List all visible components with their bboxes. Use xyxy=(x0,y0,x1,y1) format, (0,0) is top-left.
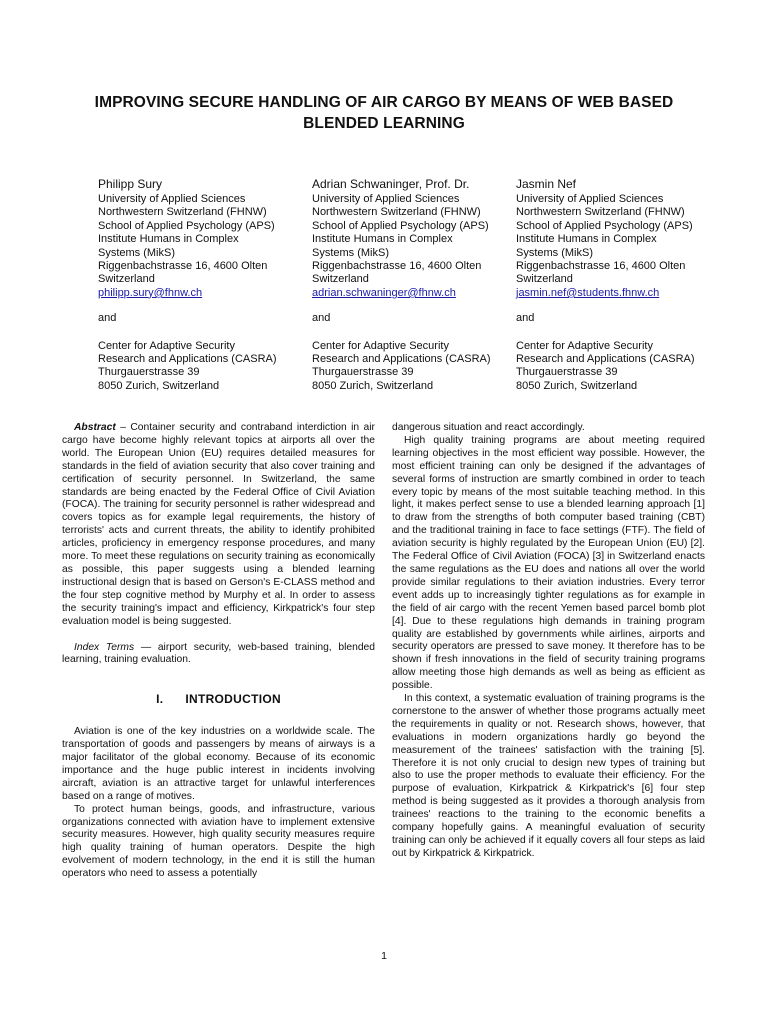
body-paragraph: dangerous situation and react accordingly. xyxy=(392,422,585,433)
and-separator: and xyxy=(98,312,117,325)
author-name: Jasmin Nef xyxy=(516,177,577,191)
author-name: Philipp Sury xyxy=(98,177,163,191)
abstract-label: Abstract xyxy=(74,422,116,433)
affiliation-line: School of Applied Psychology (APS) xyxy=(312,219,489,232)
affiliation-line: Northwestern Switzerland (FHNW) xyxy=(98,206,267,219)
affiliation-line: University of Applied Sciences xyxy=(516,193,664,205)
affiliation-line: Research and Applications (CASRA) xyxy=(98,353,277,366)
affiliation-line: Northwestern Switzerland (FHNW) xyxy=(312,206,481,219)
author-block-3 xyxy=(516,177,721,393)
index-terms-text: — airport security, web-based training, blended learning, training evaluation. xyxy=(62,641,376,666)
affiliation-line: Riggenbachstrasse 16, 4600 Olten xyxy=(516,260,686,273)
abstract-paragraph xyxy=(62,422,375,629)
affiliation-line: Institute Humans in Complex xyxy=(516,233,657,246)
affiliation-line: Research and Applications (CASRA) xyxy=(312,353,491,366)
affiliation-line: University of Applied Sciences xyxy=(98,193,246,205)
section-heading xyxy=(62,693,375,706)
and-separator: and xyxy=(516,312,535,325)
section-title: INTRODUCTION xyxy=(185,692,281,707)
affiliation-line: Center for Adaptive Security xyxy=(312,339,449,352)
body-paragraph: Aviation is one of the key industries on a worldwide scale. The transportation of goods and passengers by means of airways is a major facilitator of the global economy. Because of its economic importance and the huge public interest in incidents involving aircraft, aviation is an attractive target for unlawful interferences based on a range of motives. xyxy=(62,726,375,802)
body-paragraph: In this context, a systematic evaluation of training programs is the cornerstone to the answer of whether those programs actually meet the requirements in quality or not. Research shows, however, that evaluations in modern organizations hardly go beyond the measurement of the trainees' satisfaction with the training [5]. Therefore it is not only crucial to design new types of training but also to use the proper methods to evaluate their efficiency. For the purpose of evaluation, Kirkpatrick & Kirkpatrick's [6] four step method is being suggested as it provides a thorough analysis from trainees' reactions to the training to the economic benefits a company hopefully gains. A meaningful evaluation of security training can only be achieved if it equally covers all four steps as laid out by Kirkpatrick & Kirkpatrick. xyxy=(392,693,705,859)
affiliation-line: Northwestern Switzerland (FHNW) xyxy=(516,206,685,219)
affiliation-line: Thurgauerstrasse 39 xyxy=(516,366,618,379)
paper-title: IMPROVING SECURE HANDLING OF AIR CARGO BY MEANS OF WEB BASED BLENDED LEARNING xyxy=(94,94,674,132)
affiliation-line: Center for Adaptive Security xyxy=(98,339,235,352)
author-block-2 xyxy=(312,177,517,393)
right-column xyxy=(392,422,705,861)
author-email-link[interactable]: adrian.schwaninger@fhnw.ch xyxy=(312,286,456,299)
affiliation-line: Switzerland xyxy=(312,273,369,286)
and-separator: and xyxy=(312,312,331,325)
affiliation-line: Center for Adaptive Security xyxy=(516,339,653,352)
affiliation-line: Institute Humans in Complex xyxy=(312,233,453,246)
affiliation-line: Institute Humans in Complex xyxy=(98,233,239,246)
affiliation-line: University of Applied Sciences xyxy=(312,193,460,205)
affiliation-line: 8050 Zurich, Switzerland xyxy=(98,379,220,392)
affiliation-line: Systems (MikS) xyxy=(312,246,389,259)
affiliation-line: Switzerland xyxy=(516,273,573,286)
affiliation-line: Systems (MikS) xyxy=(516,246,593,259)
left-column xyxy=(62,422,375,881)
affiliation-line: Thurgauerstrasse 39 xyxy=(312,366,414,379)
affiliation-line: 8050 Zurich, Switzerland xyxy=(516,379,638,392)
affiliation-line: School of Applied Psychology (APS) xyxy=(98,219,275,232)
abstract-text: – Container security and contraband interdiction in air cargo have become highly relevant topics at airports all over the world. The European Union (EU) requires detailed measures for standards in the field of aviation security that also cover training and certification of security personnel. In Switzerland, the same standards are being enacted by the Federal Office of Civil Aviation (FOCA). The training for security personnel is rather widespread and covers topics as for example legal requirements, the history of terrorists' acts and current threats, the ability to identify prohibited articles, proficiency in emergency response procedures, and many more. To meet these regulations on security training as economically as possible, this paper suggests using a blended learning instructional design that is based on Gerson's E-CLASS method and the four step cognitive method by Murphy et al. In order to assess the security training's impact and efficiency, Kirkpatrick's four step evaluation model is being suggested. xyxy=(62,422,375,627)
body-paragraph: High quality training programs are about meeting required learning objectives in the most efficient way possible. However, the most efficient training can only be designed if the advantages of several forms of instruction are smartly combined in order to teach every topic by means of the most suitable teaching method. In this light, it makes perfect sense to use a blended learning approach [1] to draw from the strengths of both computer based training (CBT) and the traditional training in face to face settings (FTF). The field of aviation security is highly regulated by the European Union (EU) [2]. The Federal Office of Civil Aviation (FOCA) [3] in Switzerland enacts the same regulations as the EU does and nations all over the world provide similar regulations to their aviation industries. Every terror event adds up to increasingly tighter regulations as for example in the field of air cargo with the recent Yemen based parcel bomb plot [4]. Due to these regulations high demands in training program quality are established by governments while airlines, airports and security operators are pressed to save money. It therefore has to be shown if fresh innovations in the field of security training programs allow meeting those high demands as well as being as efficient as possible. xyxy=(392,434,705,692)
index-terms-label: Index Terms xyxy=(74,641,135,653)
affiliation-line: Systems (MikS) xyxy=(98,246,175,259)
author-email-link[interactable]: philipp.sury@fhnw.ch xyxy=(98,286,203,299)
affiliation-line: Thurgauerstrasse 39 xyxy=(98,366,200,379)
affiliation-line: 8050 Zurich, Switzerland xyxy=(312,379,434,392)
author-email-link[interactable]: jasmin.nef@students.fhnw.ch xyxy=(516,286,660,299)
author-block-1 xyxy=(98,177,303,393)
affiliation-line: Riggenbachstrasse 16, 4600 Olten xyxy=(312,260,482,273)
page-number: 1 xyxy=(381,950,387,962)
affiliation-line: School of Applied Psychology (APS) xyxy=(516,219,693,232)
body-paragraph: To protect human beings, goods, and infrastructure, various organizations connected with aviation have to implement extensive security measures. However, high quality security measures require high quality training of human operators. Despite the high evolvement of modern technology, in the end it is still the human operators who need to assess a potentially xyxy=(62,803,375,880)
index-terms-paragraph xyxy=(62,642,375,668)
author-name: Adrian Schwaninger, Prof. Dr. xyxy=(312,177,470,191)
affiliation-line: Switzerland xyxy=(98,273,155,286)
affiliation-line: Research and Applications (CASRA) xyxy=(516,353,695,366)
section-number: I. xyxy=(156,692,164,707)
affiliation-line: Riggenbachstrasse 16, 4600 Olten xyxy=(98,260,268,273)
